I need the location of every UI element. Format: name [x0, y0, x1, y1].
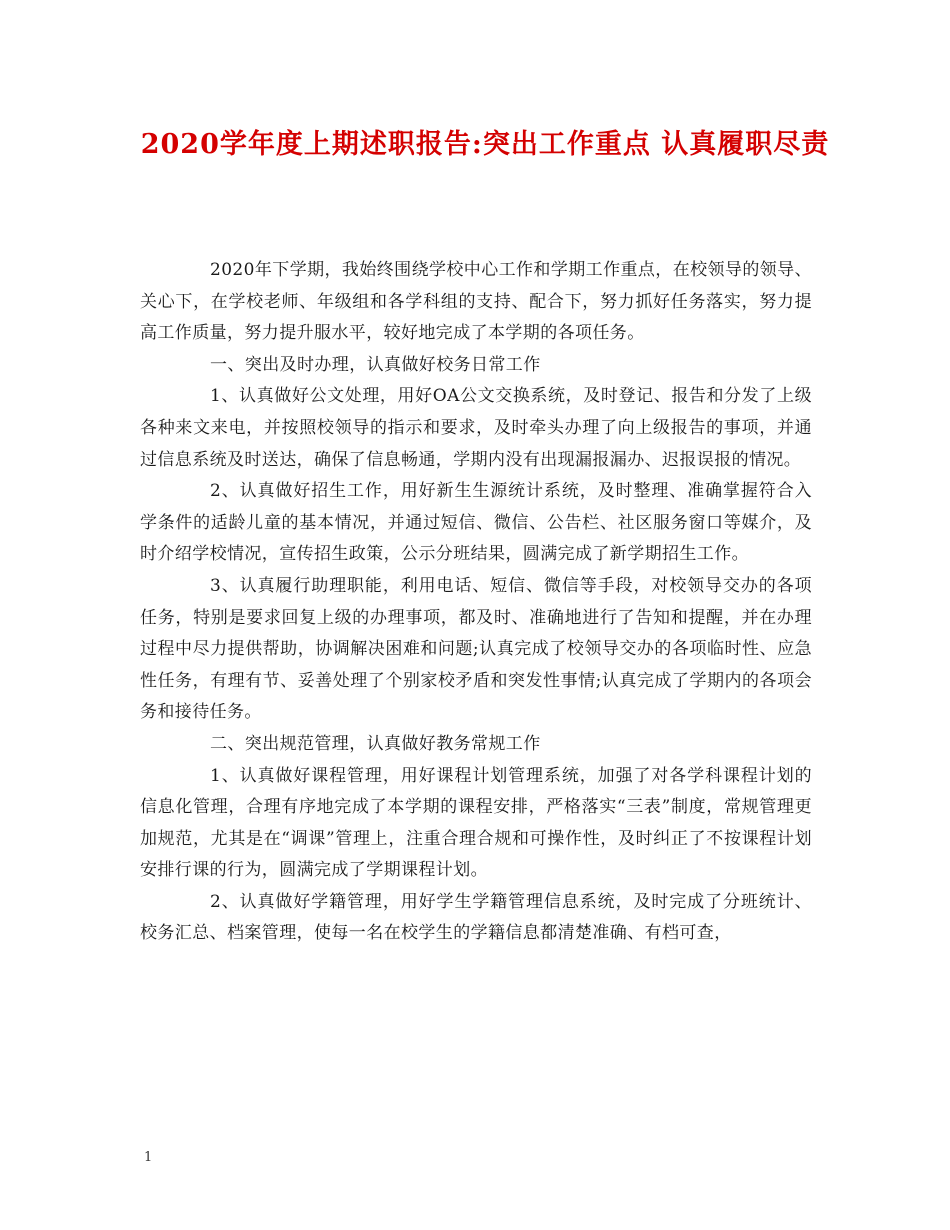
document-title: 2020学年度上期述职报告:突出工作重点 认真履职尽责 — [140, 129, 830, 160]
section-heading-2: 二、突出规范管理，认真做好教务常规工作 — [210, 733, 541, 754]
document-body — [140, 255, 812, 950]
paragraph-2-2: 2、认真做好学籍管理，用好学生学籍管理信息系统，及时完成了分班统计、校务汇总、档案管理，使每一名在校学生的学籍信息都清楚准确、有档可查， — [140, 891, 812, 944]
intro-paragraph: 2020年下学期，我始终围绕学校中心工作和学期工作重点，在校领导的领导、关心下，在学校老师、年级组和各学科组的支持、配合下，努力抓好任务落实，努力提高工作质量，努力提升服水平，较好地完成了本学期的各项任务。 — [140, 260, 812, 344]
paragraph-2-1: 1、认真做好课程管理，用好课程计划管理系统，加强了对各学科课程计划的信息化管理，合理有序地完成了本学期的课程安排，严格落实“三表”制度，常规管理更加规范，尤其是在“调课”管理上，注重合理合规和可操作性，及时纠正了不按课程计划安排行课的行为，圆满完成了学期课程计划。 — [140, 765, 812, 881]
section-heading-1: 一、突出及时办理，认真做好校务日常工作 — [210, 354, 541, 375]
paragraph-1-3: 3、认真履行助理职能，利用电话、短信、微信等手段，对校领导交办的各项任务，特别是要求回复上级的办理事项，都及时、准确地进行了告知和提醒，并在办理过程中尽力提供帮助，协调解决困难和问题;认真完成了校领导交办的各项临时性、应急性任务，有理有节、妥善处理了个别家校矛盾和突发性事情;认真完成了学期内的各项会务和接待任务。 — [140, 575, 812, 723]
paragraph-1-1: 1、认真做好公文处理，用好OA公文交换系统，及时登记、报告和分发了上级各种来文来电，并按照校领导的指示和要求，及时牵头办理了向上级报告的事项，并通过信息系统及时送达，确保了信息畅通，学期内没有出现漏报漏办、迟报误报的情况。 — [140, 386, 812, 470]
page-number: 1 — [144, 1150, 153, 1165]
paragraph-1-2: 2、认真做好招生工作，用好新生生源统计系统，及时整理、准确掌握符合入学条件的适龄儿童的基本情况，并通过短信、微信、公告栏、社区服务窗口等媒介，及时介绍学校情况，宣传招生政策，公示分班结果，圆满完成了新学期招生工作。 — [140, 481, 812, 565]
